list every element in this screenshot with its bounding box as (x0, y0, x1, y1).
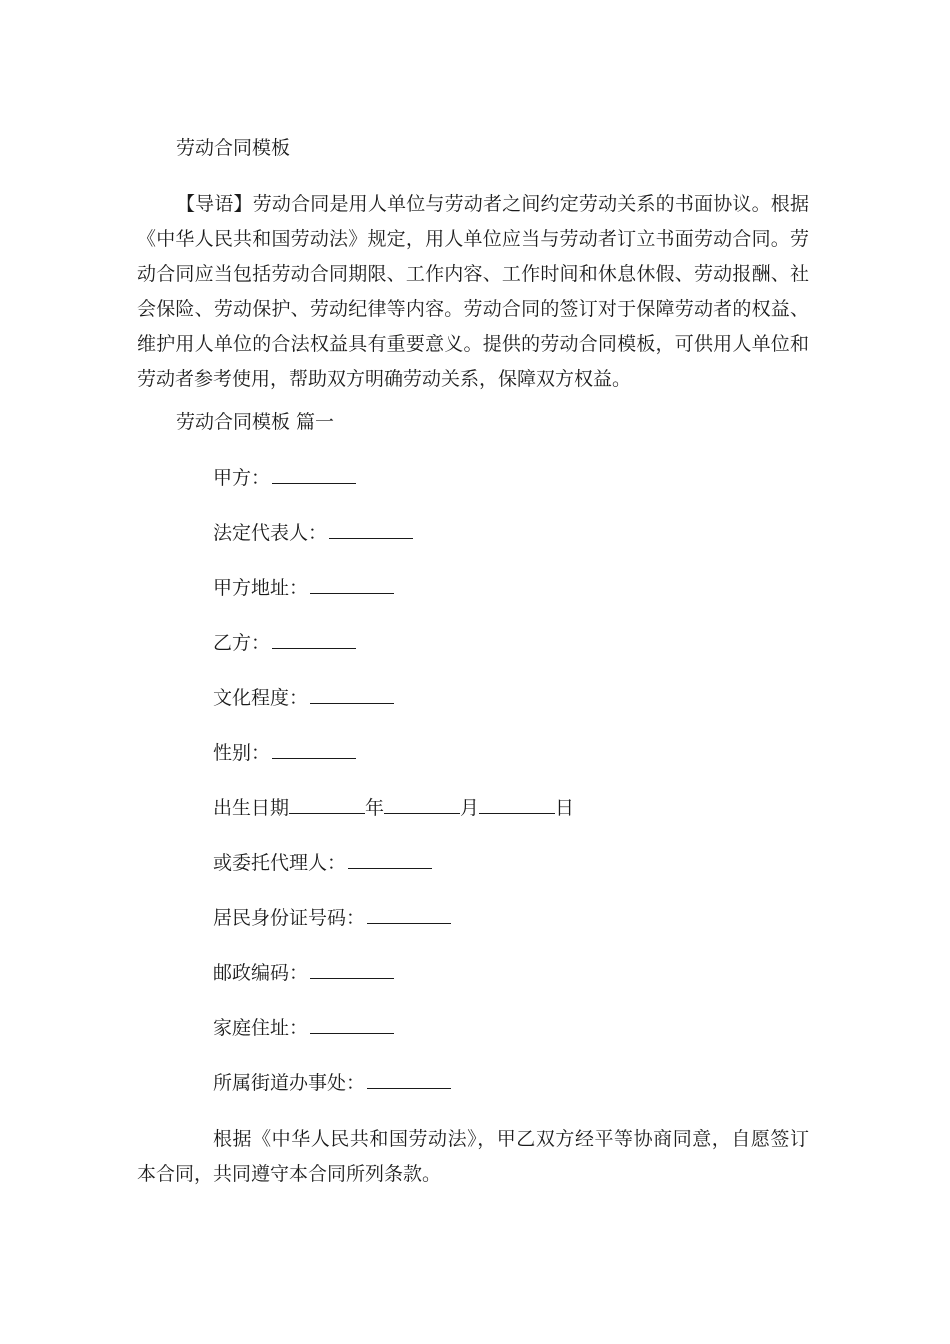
field-label: 文化程度： (213, 687, 309, 709)
field-party-b (213, 629, 356, 657)
blank-line (310, 960, 394, 979)
field-label: 甲方地址： (213, 577, 309, 599)
day-label: 日 (555, 797, 575, 819)
field-label: 乙方： (213, 632, 271, 654)
closing-paragraph: 根据《中华人民共和国劳动法》，甲乙双方经平等协商同意，自愿签订本合同，共同遵守本合同所列条款。 (137, 1128, 809, 1185)
blank-line (384, 795, 460, 814)
blank-line (329, 520, 413, 539)
document-title: 劳动合同模板 (176, 137, 291, 159)
field-id-number (213, 904, 451, 932)
field-education (213, 684, 394, 712)
field-home-address (213, 1014, 394, 1042)
field-party-a (213, 464, 356, 492)
field-label: 性别： (213, 742, 271, 764)
field-gender (213, 739, 356, 767)
blank-line (310, 575, 394, 594)
field-postcode (213, 959, 394, 987)
month-label: 月 (460, 797, 480, 819)
field-subdistrict (213, 1069, 451, 1097)
blank-line (310, 1015, 394, 1034)
field-label: 家庭住址： (213, 1017, 309, 1039)
field-label: 或委托代理人： (213, 852, 347, 874)
field-label: 法定代表人： (213, 522, 328, 544)
field-legal-rep (213, 519, 413, 547)
year-label: 年 (365, 797, 385, 819)
blank-line (367, 905, 451, 924)
blank-line (479, 795, 555, 814)
blank-line (272, 740, 356, 759)
field-party-a-address (213, 574, 394, 602)
intro-paragraph: 【导语】劳动合同是用人单位与劳动者之间约定劳动关系的书面协议。根据《中华人民共和国劳动法》规定，用人单位应当与劳动者订立书面劳动合同。劳动合同应当包括劳动合同期限、工作内容、工作时间和休息休假、劳动报酬、社会保险、劳动保护、劳动纪律等内容。劳动合同的签订对于保障劳动者的权益、维护用人单位的合法权益具有重要意义。提供的劳动合同模板，可供用人单位和劳动者参考使用，帮助双方明确劳动关系，保障双方权益。 (137, 193, 809, 390)
field-birth-date (213, 794, 574, 822)
blank-line (272, 630, 356, 649)
blank-line (348, 850, 432, 869)
blank-line (367, 1070, 451, 1089)
blank-line (310, 685, 394, 704)
field-agent (213, 849, 432, 877)
field-label: 所属街道办事处： (213, 1072, 366, 1094)
field-label: 出生日期 (213, 797, 290, 819)
blank-line (272, 465, 356, 484)
field-label: 居民身份证号码： (213, 907, 366, 929)
section-title: 劳动合同模板 篇一 (176, 411, 335, 433)
blank-line (289, 795, 365, 814)
field-label: 邮政编码： (213, 962, 309, 984)
field-label: 甲方： (213, 467, 271, 489)
